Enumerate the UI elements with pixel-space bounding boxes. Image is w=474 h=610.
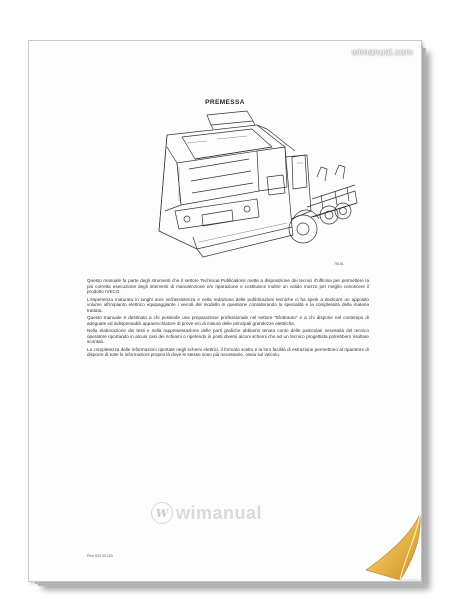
footer-print-code: Print 603.93.183 bbox=[87, 554, 113, 558]
paragraph: L'esperienza maturata in lunghi anni nell'assistenza e nella redazione delle pubblicazioni tecniche ci ha spinti a dedicare un apposito volume all'impianto elettrico equipaggiante i veicoli del modello in questione considerando la specialità e la complessità della materia trattata. bbox=[87, 296, 369, 313]
paragraph: Nella elaborazione dei testi e nella rappresentazione delle parti grafiche abbiamo tenuto conto delle particolari necessità del tecnico operatore riportando in alcuni casi dei richiami o ripetendo in posti diversi alcuni schemi che ad un tecnico progettista potrebbero risultare scontati. bbox=[87, 328, 369, 344]
watermark-text: wimanual bbox=[176, 502, 263, 523]
paragraph: Questo manuale fa parte degli strumenti che il settore Technical Publications mette a disposizione dei tecnici d'officina per permettere la più corretta esecuzione degli interventi di manutenzione e/o riparazione e costituisce inoltre un valido mezzo per meglio conoscere il prodotto IVECO. bbox=[87, 278, 369, 294]
watermark-center bbox=[151, 502, 262, 524]
paragraph: Questo manuale è destinato a chi possiede una preparazione professionale nel settore "Elettrauto" e a chi dispone nel contempo di adeguate ed indispensabili apparecchiature di prove e/o di misura delle principali grandezze elettriche. bbox=[87, 315, 369, 326]
paragraph: La completezza delle informazioni riportate negli schemi elettrici, il formato scelto e la loro facilità di estrazione permettono al riparatore di disporre di tutte le informazioni proprio là dove le stesse sono più necessarie, ossia sul veicolo. bbox=[87, 346, 369, 357]
truck-chassis-illustration bbox=[107, 107, 361, 277]
body-text bbox=[87, 278, 369, 360]
wimanual-logo-icon: W bbox=[151, 502, 173, 524]
page-heading: PREMESSA bbox=[205, 99, 245, 106]
page-curl-icon bbox=[360, 510, 430, 584]
watermark-site: wimanual.com bbox=[351, 47, 413, 57]
figure-code: 75151 bbox=[334, 262, 344, 266]
manual-page bbox=[28, 40, 422, 582]
